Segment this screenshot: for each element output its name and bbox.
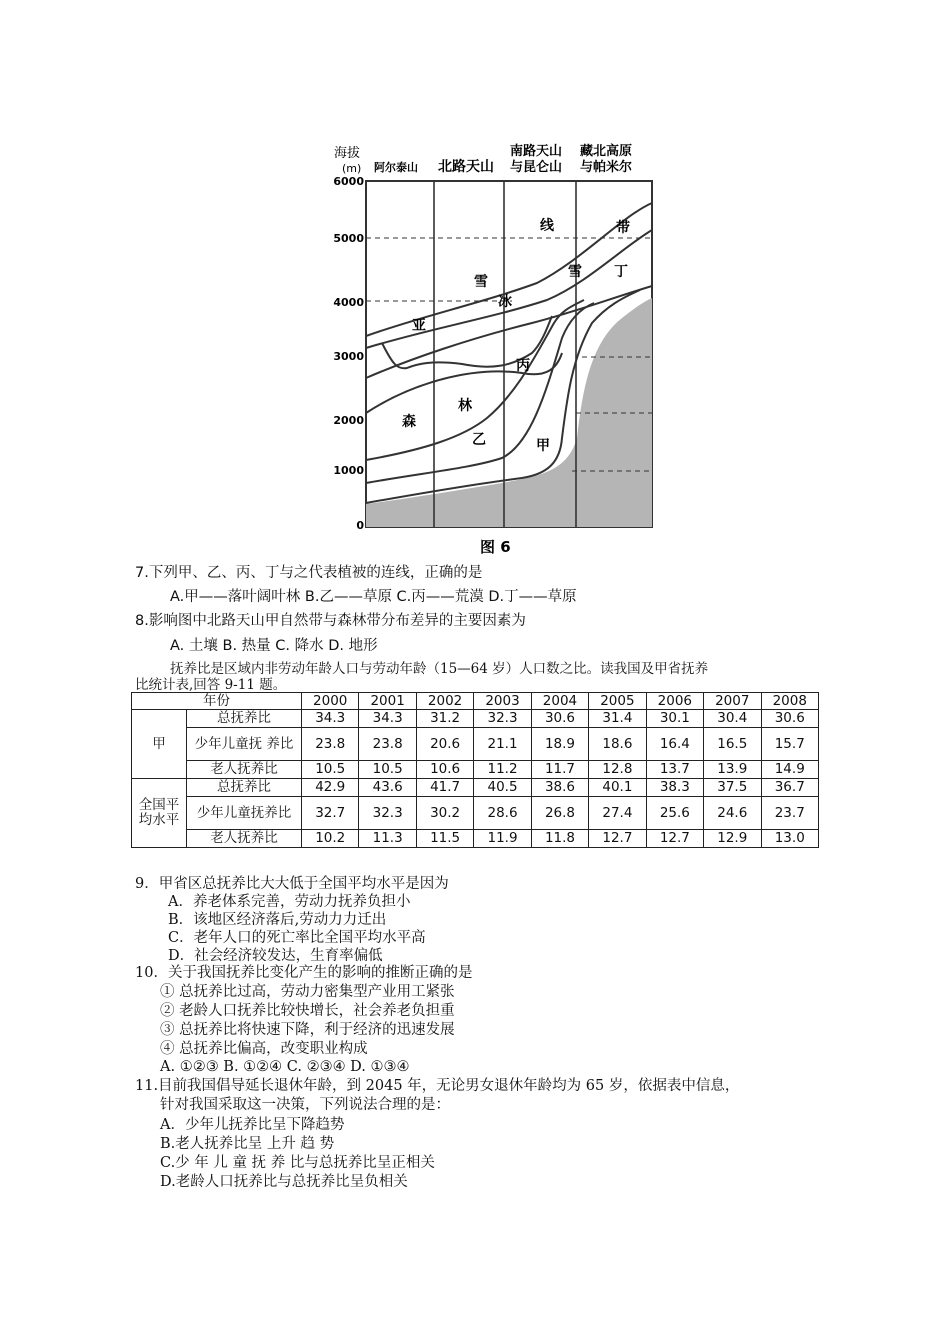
table-header-label: 年份 <box>132 693 302 710</box>
table-cell: 11.7 <box>531 761 588 779</box>
table-row <box>132 779 819 797</box>
table-cell: 18.6 <box>589 728 646 761</box>
figure-caption: 图 6 <box>480 538 511 556</box>
table-cell: 13.9 <box>704 761 761 779</box>
question-9-option-c: C．老年人口的死亡率比全国平均水平高 <box>168 930 426 946</box>
year-header: 2003 <box>474 693 531 710</box>
question-11-stem-line-2: 针对我国采取这一决策，下列说法合理的是： <box>160 1097 450 1113</box>
table-cell: 16.4 <box>646 728 703 761</box>
table-cell: 34.3 <box>359 710 416 728</box>
table-cell: 10.5 <box>359 761 416 779</box>
table-cell: 10.6 <box>416 761 473 779</box>
row-label: 少年儿童抚 养比 <box>187 728 302 761</box>
y-tick: 5000 <box>333 232 364 245</box>
y-tick: 0 <box>356 519 364 532</box>
table-cell: 42.9 <box>302 779 359 797</box>
table-cell: 20.6 <box>416 728 473 761</box>
question-9-option-a: A．养老体系完善，劳动力抚养负担小 <box>168 894 411 910</box>
y-axis-unit: (m) <box>342 162 362 175</box>
region-label-pamir: 与帕米尔 <box>580 160 633 175</box>
table-row <box>132 710 819 728</box>
table-cell: 43.6 <box>359 779 416 797</box>
y-tick: 3000 <box>333 350 364 363</box>
table-cell: 40.5 <box>474 779 531 797</box>
table-row <box>132 797 819 830</box>
year-header: 2000 <box>302 693 359 710</box>
table-cell: 15.7 <box>761 728 819 761</box>
table-cell: 30.4 <box>704 710 761 728</box>
question-10-options: A. ①②③ B. ①②④ C. ②③④ D. ①③④ <box>160 1059 410 1075</box>
table-cell: 21.1 <box>474 728 531 761</box>
group-label-national: 全国平均水平 <box>132 779 187 848</box>
region-label-kunlun: 与昆仑山 <box>510 160 563 175</box>
zone-label: 冰 <box>498 294 512 310</box>
table-cell: 16.5 <box>704 728 761 761</box>
table-cell: 12.9 <box>704 830 761 848</box>
table-cell: 28.6 <box>474 797 531 830</box>
table-cell: 31.4 <box>589 710 646 728</box>
table-cell: 30.6 <box>761 710 819 728</box>
table-cell: 11.8 <box>531 830 588 848</box>
figure-6 <box>322 138 662 558</box>
table-cell: 27.4 <box>589 797 646 830</box>
question-11-option-d: D.老龄人口抚养比与总抚养比呈负相关 <box>160 1174 408 1190</box>
zone-label: 雪 <box>474 274 488 290</box>
region-label-north-tianshan: 北路天山 <box>438 159 494 175</box>
row-label: 老人抚养比 <box>187 830 302 848</box>
question-10-statement-4: ④ 总抚养比偏高，改变职业构成 <box>160 1041 368 1057</box>
question-7-stem: 7.下列甲、乙、丙、丁与之代表植被的连线，正确的是 <box>135 565 483 581</box>
table-cell: 41.7 <box>416 779 473 797</box>
question-11-option-c: C.少 年 儿 童 抚 养 比与总抚养比呈正相关 <box>160 1155 435 1171</box>
zone-label: 丙 <box>516 358 530 374</box>
question-10-statement-3: ③ 总抚养比将快速下降，利于经济的迅速发展 <box>160 1022 455 1038</box>
zone-label: 雪 <box>568 264 582 280</box>
row-label: 老人抚养比 <box>187 761 302 779</box>
zone-label: 甲 <box>536 438 550 454</box>
table-cell: 40.1 <box>589 779 646 797</box>
zone-label: 林 <box>458 398 472 414</box>
zone-label: 带 <box>616 220 630 236</box>
table-cell: 13.7 <box>646 761 703 779</box>
table-cell: 10.2 <box>302 830 359 848</box>
table-cell: 11.9 <box>474 830 531 848</box>
y-tick: 6000 <box>333 175 364 188</box>
table-cell: 23.7 <box>761 797 819 830</box>
table-cell: 38.6 <box>531 779 588 797</box>
table-cell: 23.8 <box>302 728 359 761</box>
question-10-statement-2: ② 老龄人口抚养比较快增长，社会养老负担重 <box>160 1003 455 1019</box>
y-tick: 2000 <box>333 414 364 427</box>
table-row <box>132 728 819 761</box>
row-label: 总抚养比 <box>187 779 302 797</box>
zone-label: 丁 <box>614 264 628 280</box>
question-11-option-b: B.老人抚养比呈 上升 趋 势 <box>160 1136 335 1152</box>
year-header: 2008 <box>761 693 819 710</box>
question-9-option-b: B．该地区经济落后,劳动力力迁出 <box>168 912 387 928</box>
table-cell: 11.2 <box>474 761 531 779</box>
table-cell: 11.3 <box>359 830 416 848</box>
table-cell: 31.2 <box>416 710 473 728</box>
table-cell: 38.3 <box>646 779 703 797</box>
table-cell: 32.3 <box>359 797 416 830</box>
row-label: 总抚养比 <box>187 710 302 728</box>
year-header: 2001 <box>359 693 416 710</box>
y-axis-title: 海拔 <box>334 146 361 161</box>
table-row <box>132 830 819 848</box>
question-11-stem-line-1: 11.目前我国倡导延长退休年龄，到 2045 年，无论男女退休年龄均为 65 岁，依据表中信息， <box>135 1078 740 1094</box>
row-label: 少年儿童抚养比 <box>187 797 302 830</box>
table-cell: 12.7 <box>589 830 646 848</box>
table-cell: 14.9 <box>761 761 819 779</box>
table-cell: 11.5 <box>416 830 473 848</box>
y-tick: 4000 <box>333 296 364 309</box>
question-8-options: A. 土壤 B. 热量 C. 降水 D. 地形 <box>170 638 378 654</box>
table-cell: 13.0 <box>761 830 819 848</box>
year-header: 2006 <box>646 693 703 710</box>
year-header: 2005 <box>589 693 646 710</box>
table-cell: 26.8 <box>531 797 588 830</box>
table-header-row <box>132 693 819 710</box>
year-header: 2002 <box>416 693 473 710</box>
table-cell: 25.6 <box>646 797 703 830</box>
zone-label: 森 <box>402 414 416 430</box>
table-cell: 10.5 <box>302 761 359 779</box>
question-10-stem: 10．关于我国抚养比变化产生的影响的推断正确的是 <box>135 965 473 981</box>
table-cell: 36.7 <box>761 779 819 797</box>
question-10-statement-1: ① 总抚养比过高，劳动力密集型产业用工紧张 <box>160 984 455 1000</box>
group-label-jia: 甲 <box>132 710 187 779</box>
region-label-tibet: 藏北高原 <box>580 144 633 159</box>
region-label-altai: 阿尔泰山 <box>374 161 418 174</box>
table-cell: 32.3 <box>474 710 531 728</box>
table-cell: 18.9 <box>531 728 588 761</box>
zone-label: 线 <box>540 218 554 234</box>
year-header: 2004 <box>531 693 588 710</box>
table-cell: 23.8 <box>359 728 416 761</box>
table-cell: 37.5 <box>704 779 761 797</box>
zone-label: 乙 <box>472 432 486 448</box>
y-tick: 1000 <box>333 464 364 477</box>
zone-label: 亚 <box>412 318 426 334</box>
table-cell: 12.7 <box>646 830 703 848</box>
table-cell: 30.6 <box>531 710 588 728</box>
table-cell: 32.7 <box>302 797 359 830</box>
region-label-south-tianshan: 南路天山 <box>510 144 563 159</box>
table-row <box>132 761 819 779</box>
vegetation-zone-diagram <box>322 138 662 558</box>
table-cell: 30.2 <box>416 797 473 830</box>
dependency-ratio-table <box>131 692 819 848</box>
table-cell: 34.3 <box>302 710 359 728</box>
question-7-options: A.甲——落叶阔叶林 B.乙——草原 C.丙——荒漠 D.丁——草原 <box>170 589 577 605</box>
table-cell: 24.6 <box>704 797 761 830</box>
table-cell: 30.1 <box>646 710 703 728</box>
year-header: 2007 <box>704 693 761 710</box>
dependency-ratio-intro-line-2: 比统计表,回答 9-11 题。 <box>135 677 287 693</box>
table-cell: 12.8 <box>589 761 646 779</box>
question-9-option-d: D．社会经济较发达，生育率偏低 <box>168 948 383 964</box>
question-9-stem: 9．甲省区总抚养比大大低于全国平均水平是因为 <box>135 876 449 892</box>
question-11-option-a: A．少年儿抚养比呈下降趋势 <box>160 1117 345 1133</box>
question-8-stem: 8.影响图中北路天山甲自然带与森林带分布差异的主要因素为 <box>135 613 526 629</box>
dependency-ratio-intro-line-1: 抚养比是区域内非劳动年龄人口与劳动年龄（15—64 岁）人口数之比。读我国及甲省抚养 <box>170 661 709 677</box>
